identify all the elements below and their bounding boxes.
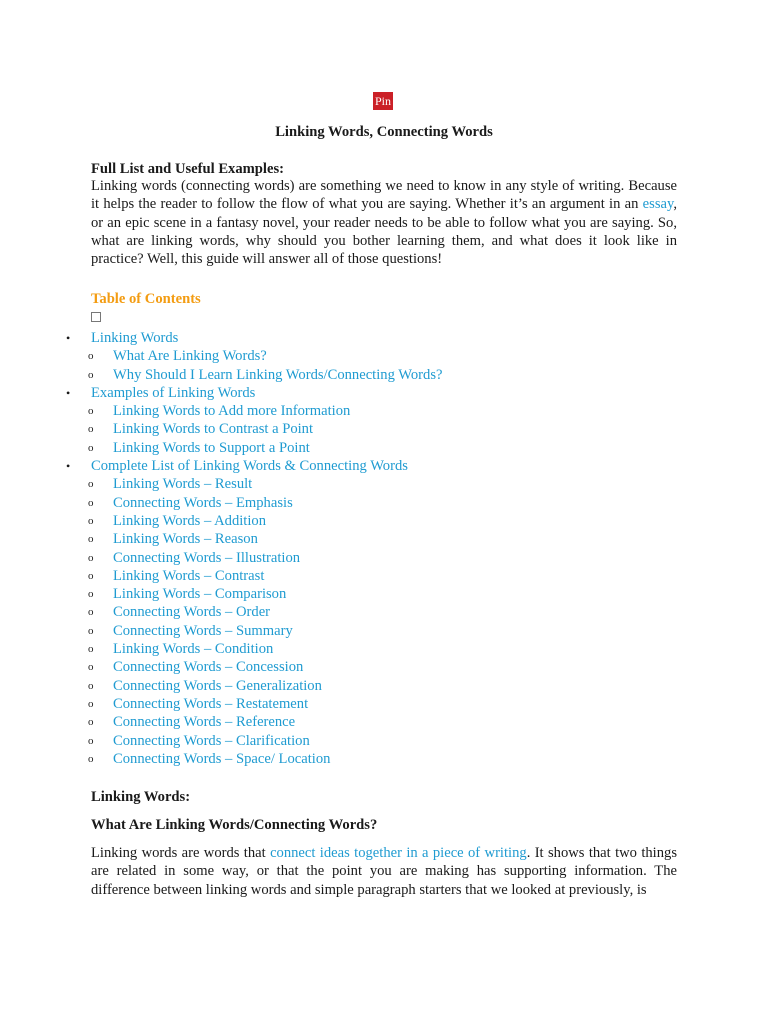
page-subtitle: Full List and Useful Examples: <box>91 161 284 177</box>
bullet-marker: • <box>66 385 71 400</box>
toc-link[interactable]: Connecting Words – Concession <box>113 659 304 676</box>
toc-item <box>0 347 700 365</box>
intro-text-before: Linking words (connecting words) are something we need to know in any style of writing. Because it helps the reader to follow the flow of what you are saying. Whether it’s an argument in an <box>91 178 677 213</box>
toc-link[interactable]: Connecting Words – Reference <box>113 714 296 731</box>
sub-bullet-marker: o <box>88 569 94 582</box>
toc-link[interactable]: Connecting Words – Illustration <box>113 549 301 566</box>
toc-item <box>0 713 700 731</box>
page-title: Linking Words, Connecting Words <box>275 124 493 140</box>
toc-item <box>0 439 700 457</box>
toc-link[interactable]: Linking Words – Result <box>113 476 253 493</box>
toc-link[interactable]: Connecting Words – Restatement <box>113 695 309 712</box>
toc-item <box>0 402 700 420</box>
toc-link[interactable]: Linking Words to Support a Point <box>113 439 310 456</box>
toc-link[interactable]: Connecting Words – Space/ Location <box>113 750 331 767</box>
toc-link[interactable]: Connecting Words – Clarification <box>113 732 310 749</box>
toc-link[interactable]: Linking Words – Addition <box>113 512 267 529</box>
toc-item <box>0 750 700 768</box>
toc-link[interactable]: Connecting Words – Summary <box>113 622 293 639</box>
toc-item <box>0 494 700 512</box>
toc-item <box>0 420 700 438</box>
table-of-contents <box>0 329 700 768</box>
toc-link[interactable]: Examples of Linking Words <box>91 384 256 401</box>
toc-item <box>0 457 700 475</box>
sub-bullet-marker: o <box>88 423 94 436</box>
toc-link[interactable]: Linking Words – Reason <box>113 531 258 548</box>
sub-bullet-marker: o <box>88 716 94 729</box>
sub-bullet-marker: o <box>88 441 94 454</box>
toc-item <box>0 549 700 567</box>
sub-bullet-marker: o <box>88 606 94 619</box>
sub-bullet-marker: o <box>88 514 94 527</box>
toc-link[interactable]: Linking Words – Contrast <box>113 567 265 584</box>
toc-item <box>0 603 700 621</box>
toc-link[interactable]: Linking Words to Contrast a Point <box>113 421 314 438</box>
section-heading-linking-words: Linking Words: <box>91 789 191 805</box>
toc-item <box>0 512 700 530</box>
sub-bullet-marker: o <box>88 752 94 765</box>
toc-item <box>0 658 700 676</box>
sub-bullet-marker: o <box>88 350 94 363</box>
sub-bullet-marker: o <box>88 643 94 656</box>
toc-item <box>0 475 700 493</box>
toc-link[interactable]: Why Should I Learn Linking Words/Connecting Words? <box>113 366 443 383</box>
sub-bullet-marker: o <box>88 661 94 674</box>
toc-item <box>0 622 700 640</box>
sub-bullet-marker: o <box>88 679 94 692</box>
sub-bullet-marker: o <box>88 478 94 491</box>
toc-item <box>0 366 700 384</box>
toc-link[interactable]: Connecting Words – Emphasis <box>113 494 293 511</box>
toc-item <box>0 732 700 750</box>
toc-item <box>0 384 700 402</box>
toc-link[interactable]: Linking Words <box>91 330 179 346</box>
body-paragraph <box>91 844 677 899</box>
toc-link[interactable]: Linking Words – Condition <box>113 641 274 658</box>
sub-bullet-marker: o <box>88 734 94 747</box>
bullet-marker: • <box>66 331 71 345</box>
toc-link[interactable]: Complete List of Linking Words & Connecting Words <box>91 458 408 475</box>
toc-link[interactable]: Connecting Words – Order <box>113 604 271 621</box>
bullet-marker: • <box>66 459 71 474</box>
toc-link[interactable]: Linking Words – Comparison <box>113 586 287 603</box>
sub-bullet-marker: o <box>88 624 94 637</box>
sub-bullet-marker: o <box>88 533 94 546</box>
sub-bullet-marker: o <box>88 697 94 710</box>
toc-item <box>0 695 700 713</box>
toc-item <box>0 530 700 548</box>
toc-item <box>0 585 700 603</box>
toc-item <box>0 329 700 347</box>
connect-ideas-link[interactable]: connect ideas together in a piece of writing <box>270 845 527 861</box>
toc-title: Table of Contents <box>91 291 201 307</box>
sub-bullet-marker: o <box>88 588 94 601</box>
body-text-before: Linking words are words that <box>91 845 271 861</box>
intro-paragraph <box>91 177 677 268</box>
toc-item <box>0 677 700 695</box>
toc-link[interactable]: Linking Words to Add more Information <box>113 403 351 420</box>
sub-bullet-marker: o <box>88 551 94 564</box>
sub-bullet-marker: o <box>88 405 94 418</box>
section-heading-what-are-linking-words: What Are Linking Words/Connecting Words? <box>91 817 378 833</box>
toc-item <box>0 640 700 658</box>
essay-link[interactable]: essay <box>642 196 674 213</box>
pin-button[interactable]: Pin <box>375 94 392 108</box>
sub-bullet-marker: o <box>88 496 94 509</box>
toc-toggle-checkbox[interactable] <box>91 312 101 322</box>
toc-item <box>0 567 700 585</box>
toc-link[interactable]: What Are Linking Words? <box>113 348 267 365</box>
toc-link[interactable]: Connecting Words – Generalization <box>113 677 322 694</box>
body-text-after: . It shows that two things are related in some way, or that the point you are making has supporting information. The difference between linking words and simple paragraph starters that we looked at previously, is <box>91 845 677 898</box>
sub-bullet-marker: o <box>88 368 94 381</box>
pin-wrapper <box>373 92 393 110</box>
intro-text-after: , or an epic scene in a fantasy novel, your reader needs to be able to follow what you are saying. So, what are linking words, why should you bother learning them, and what does it look like in practice? Well, this guide will answer all of those questions! <box>91 196 677 268</box>
